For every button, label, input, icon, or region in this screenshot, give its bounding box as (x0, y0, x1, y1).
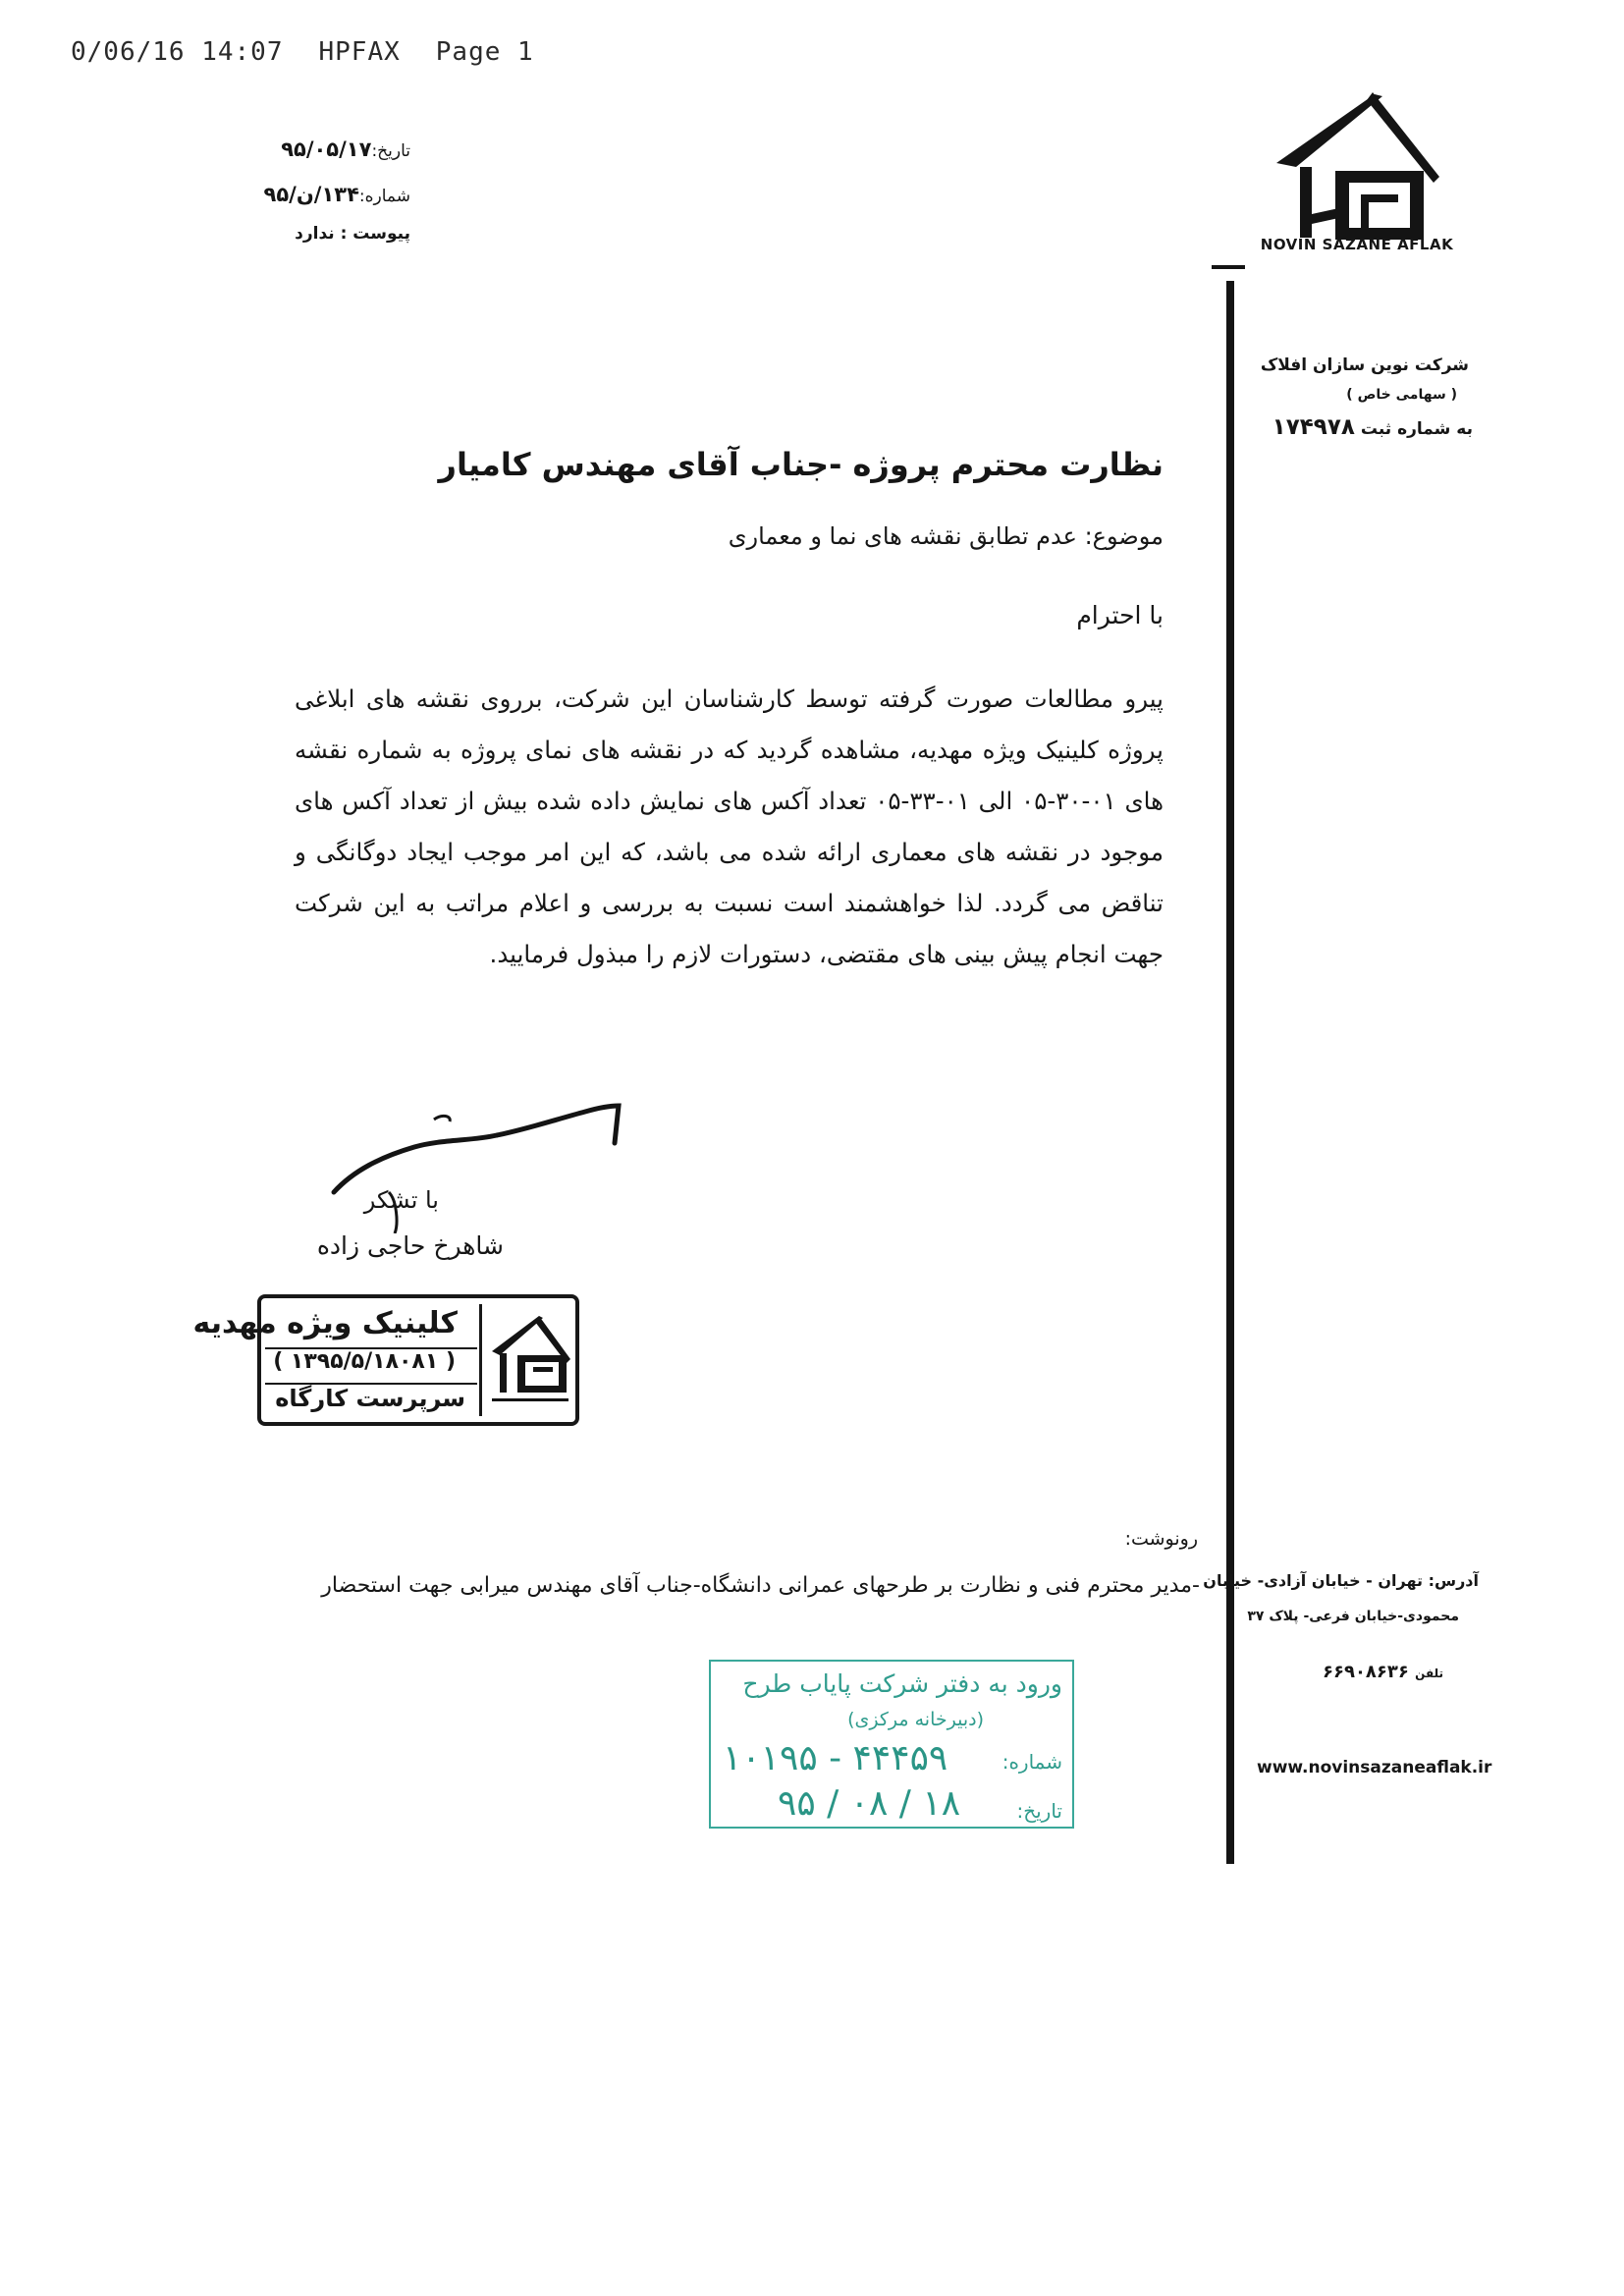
stamp-role: سرپرست کارگاه (275, 1385, 465, 1412)
sidebar-top-rule (1212, 265, 1245, 269)
company-website: www.novinsazaneaflak.ir (1257, 1758, 1492, 1777)
letter-subject: موضوع: عدم تطابق نقشه های نما و معماری (728, 522, 1164, 550)
sidebar-address-line1: آدرس: تهران - خیابان آزادی- خیابان (1203, 1571, 1479, 1590)
company-logo-icon (1267, 86, 1443, 251)
cc-recipient: -مدیر محترم فنی و نظارت بر طرحهای عمرانی دانشگاه-جناب آقای مهندس میرابی جهت استحضار (321, 1573, 1200, 1598)
fax-header (71, 37, 569, 67)
letter-greeting: با احترام (1076, 601, 1164, 629)
sidebar-address-line2: محمودی-خیابان فرعی- پلاک ۳۷ (1247, 1609, 1459, 1624)
fax-date-time: 0/06/16 14:07 (71, 37, 284, 67)
sidebar-registration: به شماره ثبت ۱۷۴۹۷۸ (1272, 414, 1473, 440)
letter-number: شماره:۱۳۴/ن/۹۵ (263, 183, 410, 206)
fax-sender: HPFAX (318, 37, 401, 67)
logo-text: NOVIN SAZANE AFLAK (1260, 236, 1454, 253)
stamp-logo-icon (479, 1304, 576, 1416)
letter-date: تاریخ:۹۵/۰۵/۱۷ (281, 137, 410, 161)
fax-page: Page 1 (435, 37, 534, 67)
receipt-number-label: شماره: (1001, 1750, 1062, 1774)
sidebar-company-name: شرکت نوین سازان افلاک (1260, 355, 1469, 375)
receipt-date-label: تاریخ: (1016, 1799, 1062, 1823)
receipt-date: ۹۵ / ۰۸ / ۱۸ (778, 1783, 961, 1824)
stamp-code: ( ۱۳۹۵/۵/۱۸۰۸۱ ) (273, 1349, 456, 1374)
cc-label: رونوشت: (1124, 1528, 1198, 1550)
signature-thanks: با تشکر (363, 1186, 439, 1214)
letter-body: پیرو مطالعات صورت گرفته توسط کارشناسان این شرکت، برروی نقشه های ابلاغی پروژه کلینیک ویژه مهدیه، مشاهده گردید که در نقشه های نمای پروژه به شماره نقشه های ۰۱-۳۰-۰۵ الی ۰۱-۳۳-۰۵ تعداد آکس های نمایش داده شده بیش از تعداد آکس های موجود در نقشه های معماری ارائه شده می باشد، که این امر موجب ایجاد دوگانگی و تناقض می گردد. لذا خواهشمند است نسبت به بررسی و اعلام مراتب به این شرکت جهت انجام پیش بینی های مقتضی، دستورات لازم را مبذول فرمایید. (295, 684, 1164, 968)
letter-recipient: نظارت محترم پروژه -جناب آقای مهندس کامیار (438, 446, 1164, 483)
stamp-clinic-name: کلینیک ویژه مهدیه (192, 1306, 458, 1340)
receipt-subtitle: (دبیرخانه مرکزی) (847, 1709, 984, 1730)
sidebar-phone: تلفن ۶۶۹۰۸۶۳۶ (1322, 1662, 1443, 1682)
sidebar-company-type: ( سهامی خاص ) (1346, 387, 1457, 403)
signer-name: شاهرخ حاجی زاده (316, 1231, 504, 1260)
sidebar-divider (1226, 281, 1234, 1864)
receipt-title: ورود به دفتر شرکت پایاب طرح (742, 1669, 1062, 1698)
letter-attachment: پیوست : ندارد (295, 224, 410, 244)
receipt-number: ۱۰۱۹۵ - ۴۴۴۵۹ (723, 1738, 948, 1778)
